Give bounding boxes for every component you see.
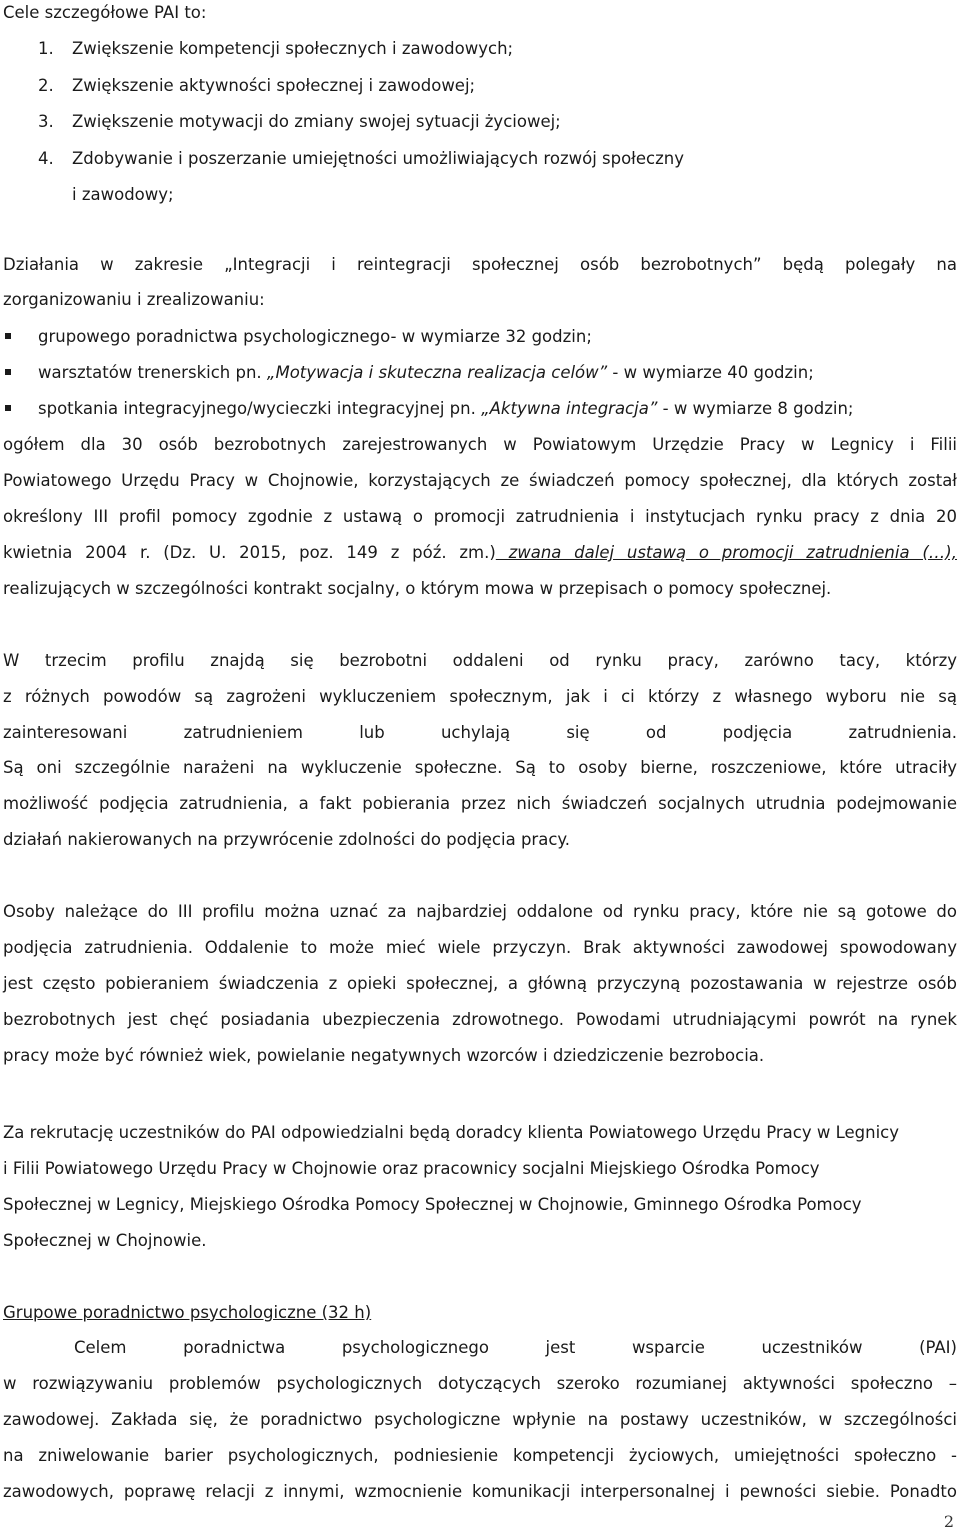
- trip-name: „Aktywna integracja”: [481, 399, 658, 418]
- goal-number: 2.: [38, 76, 54, 95]
- third-profile-line: zainteresowani zatrudnieniem lub uchylają się od podjęcia zatrudnienia.: [3, 723, 957, 742]
- goal-number: 3.: [38, 112, 54, 131]
- distance-line: jest często pobieraniem świadczenia z opieki społecznej, a główną przyczyną pozostawania w rejestrze osób: [3, 974, 957, 993]
- action-bullet: warsztatów trenerskich pn. „Motywacja i skuteczna realizacja celów” - w wymiarze 40 godzin;: [38, 363, 814, 382]
- recruitment-line: Społecznej w Chojnowie.: [3, 1231, 207, 1250]
- third-profile-line: działań nakierowanych na przywrócenie zdolności do podjęcia pracy.: [3, 830, 571, 849]
- recruitment-line: Społecznej w Legnicy, Miejskiego Ośrodka Pomocy Społecznej w Chojnowie, Gminnego Ośrodka Pomocy: [3, 1195, 862, 1214]
- bullet-square-icon: [5, 369, 11, 375]
- page-number: 2: [943, 1512, 954, 1531]
- bullet-square-icon: [5, 405, 11, 411]
- actions-paragraph-line: określony III profil pomocy zgodnie z ustawą o promocji zatrudnienia i instytucjach rynku pracy z dnia 20: [3, 507, 957, 526]
- goals-heading: Cele szczegółowe PAI to:: [3, 3, 207, 22]
- section-line: zawodowej. Zakłada się, że poradnictwo psychologiczne wpłynie na postawy uczestników, w szczególności: [3, 1410, 957, 1429]
- action-bullet: grupowego poradnictwa psychologicznego- w wymiarze 32 godzin;: [38, 327, 592, 346]
- recruitment-line: i Filii Powiatowego Urzędu Pracy w Chojnowie oraz pracownicy socjalni Miejskiego Ośrodka Pomocy: [3, 1159, 820, 1178]
- section-title: Grupowe poradnictwo psychologiczne (32 h): [3, 1303, 372, 1322]
- actions-intro-line: Działania w zakresie „Integracji i reintegracji społecznej osób bezrobotnych” będą polegały na: [3, 255, 957, 274]
- actions-paragraph-line: kwietnia 2004 r. (Dz. U. 2015, poz. 149 z póź. zm.) zwana dalej ustawą o promocji zatrudnienia (…),: [3, 543, 957, 562]
- goal-item: Zwiększenie aktywności społecznej i zawodowej;: [72, 76, 476, 95]
- section-line: Celem poradnictwa psychologicznego jest wsparcie uczestników (PAI): [74, 1338, 957, 1357]
- distance-line: Osoby należące do III profilu można uznać za najbardziej oddalone od rynku pracy, które nie są gotowe do: [3, 902, 957, 921]
- workshop-name: „Motywacja i skuteczna realizacja celów”: [266, 363, 608, 382]
- goal-item-continuation: i zawodowy;: [72, 185, 174, 204]
- goal-item: Zwiększenie kompetencji społecznych i zawodowych;: [72, 39, 514, 58]
- actions-intro-line: zorganizowaniu i zrealizowaniu:: [3, 290, 265, 309]
- section-line: zawodowych, poprawę relacji z innymi, wzmocnienie komunikacji interpersonalnej i pewności siebie. Ponadto: [3, 1482, 957, 1501]
- distance-line: bezrobotnych jest chęć posiadania ubezpieczenia zdrowotnego. Powodami utrudniającymi powrót na rynek: [3, 1010, 957, 1029]
- third-profile-line: z różnych powodów są zagrożeni wykluczeniem społecznym, jak i ci którzy z własnego wyboru nie są: [3, 687, 957, 706]
- actions-paragraph-line: ogółem dla 30 osób bezrobotnych zarejestrowanych w Powiatowym Urzędzie Pracy w Legnicy i Filii: [3, 435, 957, 454]
- goal-number: 1.: [38, 39, 54, 58]
- actions-paragraph-line: realizujących w szczególności kontrakt socjalny, o którym mowa w przepisach o pomocy społecznej.: [3, 579, 832, 598]
- actions-paragraph-line: Powiatowego Urzędu Pracy w Chojnowie, korzystających ze świadczeń pomocy społecznej, dla których został: [3, 471, 957, 490]
- goal-item: Zwiększenie motywacji do zmiany swojej sytuacji życiowej;: [72, 112, 561, 131]
- third-profile-line: możliwość podjęcia zatrudnienia, a fakt pobierania przez nich świadczeń socjalnych utrudnia podejmowanie: [3, 794, 957, 813]
- act-reference: zwana dalej ustawą o promocji zatrudnienia (…),: [495, 543, 957, 562]
- goal-item: Zdobywanie i poszerzanie umiejętności umożliwiających rozwój społeczny: [72, 149, 684, 168]
- third-profile-line: W trzecim profilu znajdą się bezrobotni oddaleni od rynku pracy, zarówno tacy, którzy: [3, 651, 957, 670]
- section-line: na zniwelowanie barier psychologicznych, podniesienie kompetencji życiowych, umiejętności społeczno -: [3, 1446, 957, 1465]
- third-profile-line: Są oni szczególnie narażeni na wykluczenie społeczne. Są to osoby bierne, roszczeniowe, które utraciły: [3, 758, 957, 777]
- section-line: w rozwiązywaniu problemów psychologicznych dotyczących szeroko rozumianej aktywności społeczno –: [3, 1374, 957, 1393]
- bullet-square-icon: [5, 333, 11, 339]
- distance-line: pracy może być również wiek, powielanie negatywnych wzorców i dziedziczenie bezrobocia.: [3, 1046, 765, 1065]
- distance-line: podjęcia zatrudnienia. Oddalenie to może mieć wiele przyczyn. Brak aktywności zawodowej spowodowany: [3, 938, 957, 957]
- goal-number: 4.: [38, 149, 54, 168]
- recruitment-line: Za rekrutację uczestników do PAI odpowiedzialni będą doradcy klienta Powiatowego Urzędu Pracy w Legnicy: [3, 1123, 900, 1142]
- action-bullet: spotkania integracyjnego/wycieczki integracyjnej pn. „Aktywna integracja” - w wymiarze 8 godzin;: [38, 399, 854, 418]
